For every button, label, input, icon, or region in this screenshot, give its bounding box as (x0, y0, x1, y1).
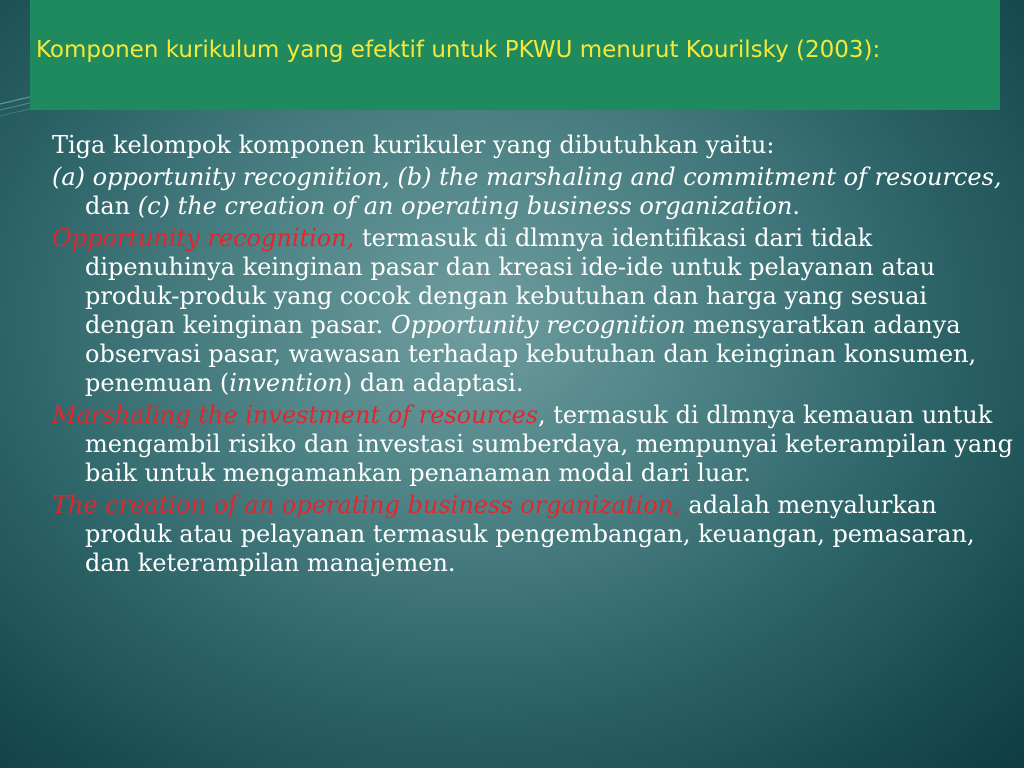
component-a-b: (a) opportunity recognition, (b) the marshaling and commitment of resources, (52, 163, 1002, 191)
opportunity-paragraph (52, 224, 1014, 398)
component-conjunction: dan (85, 192, 138, 220)
opportunity-text-3: ) dan adaptasi. (342, 369, 524, 397)
opportunity-text-2: mensyaratkan adanya observasi pasar, wawasan terhadap kebutuhan dan keinginan konsumen, penemuan ( (85, 311, 977, 397)
creation-term: The creation of an operating business organization, (52, 491, 681, 519)
title-bar (30, 0, 1000, 110)
component-c: (c) the creation of an operating business organization (137, 192, 793, 220)
marshaling-text: , termasuk di dlmnya kemauan untuk mengambil risiko dan investasi sumberdaya, mempunyai keterampilan yang baik untuk mengamankan penanaman modal dari luar. (85, 401, 1013, 487)
marshaling-term: Marshaling the investment of resources (52, 401, 539, 429)
component-end: . (792, 192, 800, 220)
slide-body (52, 131, 1014, 581)
creation-paragraph (52, 491, 1014, 578)
intro-text: Tiga kelompok komponen kurikuler yang dibutuhkan yaitu: (52, 131, 775, 159)
opportunity-term-2: Opportunity recognition (390, 311, 686, 339)
components-paragraph (52, 163, 1014, 221)
slide-title: Komponen kurikulum yang efektif untuk PKWU menurut Kourilsky (2003): (36, 37, 881, 63)
opportunity-text-1: termasuk di dlmnya identifikasi dari tidak dipenuhinya keinginan pasar dan kreasi ide-ide untuk pelayanan atau produk-produk yang cocok dengan kebutuhan dan harga yang sesuai dengan keinginan pasar. (85, 224, 936, 339)
marshaling-paragraph (52, 401, 1014, 488)
opportunity-term: Opportunity recognition, (52, 224, 355, 252)
invention-term: invention (229, 369, 343, 397)
creation-text: adalah menyalurkan produk atau pelayanan termasuk pengembangan, keuangan, pemasaran, dan keterampilan manajemen. (85, 491, 975, 577)
